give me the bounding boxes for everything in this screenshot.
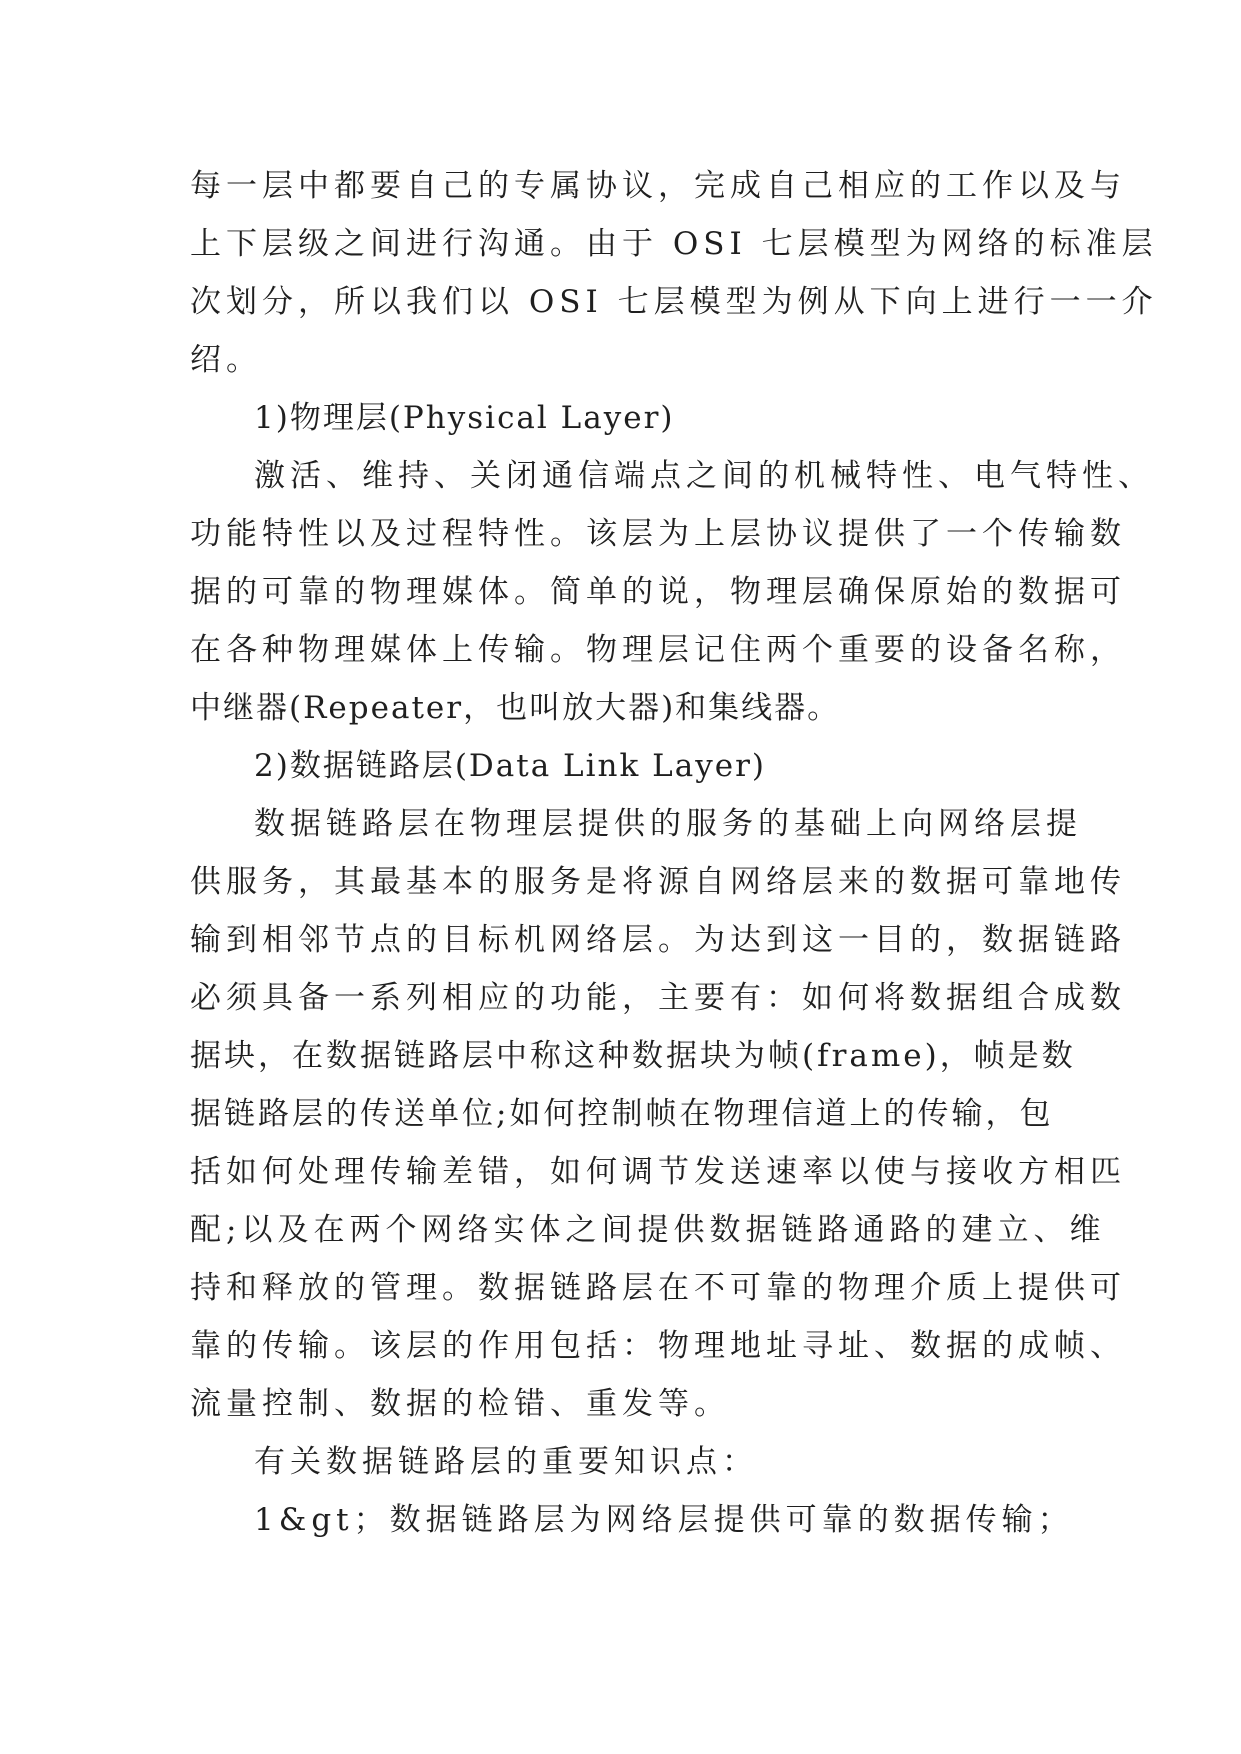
text-line: 输到相邻节点的目标机网络层。为达到这一目的，数据链路 xyxy=(190,922,1126,958)
text-line: 绍。 xyxy=(190,342,262,378)
text-line: 在各种物理媒体上传输。物理层记住两个重要的设备名称， xyxy=(190,632,1126,668)
text-line: 据的可靠的物理媒体。简单的说，物理层确保原始的数据可 xyxy=(190,574,1126,610)
text-line: 流量控制、数据的检错、重发等。 xyxy=(190,1386,730,1422)
text-line: 配;以及在两个网络实体之间提供数据链路通路的建立、维 xyxy=(190,1212,1106,1248)
text-line: 据块，在数据链路层中称这种数据块为帧(frame)，帧是数 xyxy=(190,1038,1076,1074)
text-line: 功能特性以及过程特性。该层为上层协议提供了一个传输数 xyxy=(190,516,1126,552)
text-line: 靠的传输。该层的作用包括：物理地址寻址、数据的成帧、 xyxy=(190,1328,1126,1364)
text-line: 次划分，所以我们以 OSI 七层模型为例从下向上进行一一介 xyxy=(190,284,1158,320)
text-line: 上下层级之间进行沟通。由于 OSI 七层模型为网络的标准层 xyxy=(190,226,1158,262)
text-line: 数据链路层在物理层提供的服务的基础上向网络层提 xyxy=(254,806,1082,842)
subheading-key-points: 有关数据链路层的重要知识点： xyxy=(254,1444,758,1480)
section-heading-physical-layer: 1)物理层(Physical Layer) xyxy=(254,400,675,436)
text-line: 供服务，其最基本的服务是将源自网络层来的数据可靠地传 xyxy=(190,864,1126,900)
text-line: 持和释放的管理。数据链路层在不可靠的物理介质上提供可 xyxy=(190,1270,1126,1306)
text-line: 据链路层的传送单位;如何控制帧在物理信道上的传输，包 xyxy=(190,1096,1054,1132)
text-line: 括如何处理传输差错，如何调节发送速率以使与接收方相匹 xyxy=(190,1154,1126,1190)
list-item: 1&gt；数据链路层为网络层提供可靠的数据传输； xyxy=(254,1502,1074,1538)
text-line: 每一层中都要自己的专属协议，完成自己相应的工作以及与 xyxy=(190,168,1126,204)
section-heading-data-link-layer: 2)数据链路层(Data Link Layer) xyxy=(254,748,766,784)
text-line: 激活、维持、关闭通信端点之间的机械特性、电气特性、 xyxy=(254,458,1154,494)
text-line: 必须具备一系列相应的功能，主要有：如何将数据组合成数 xyxy=(190,980,1126,1016)
text-line: 中继器(Repeater，也叫放大器)和集线器。 xyxy=(190,690,841,726)
